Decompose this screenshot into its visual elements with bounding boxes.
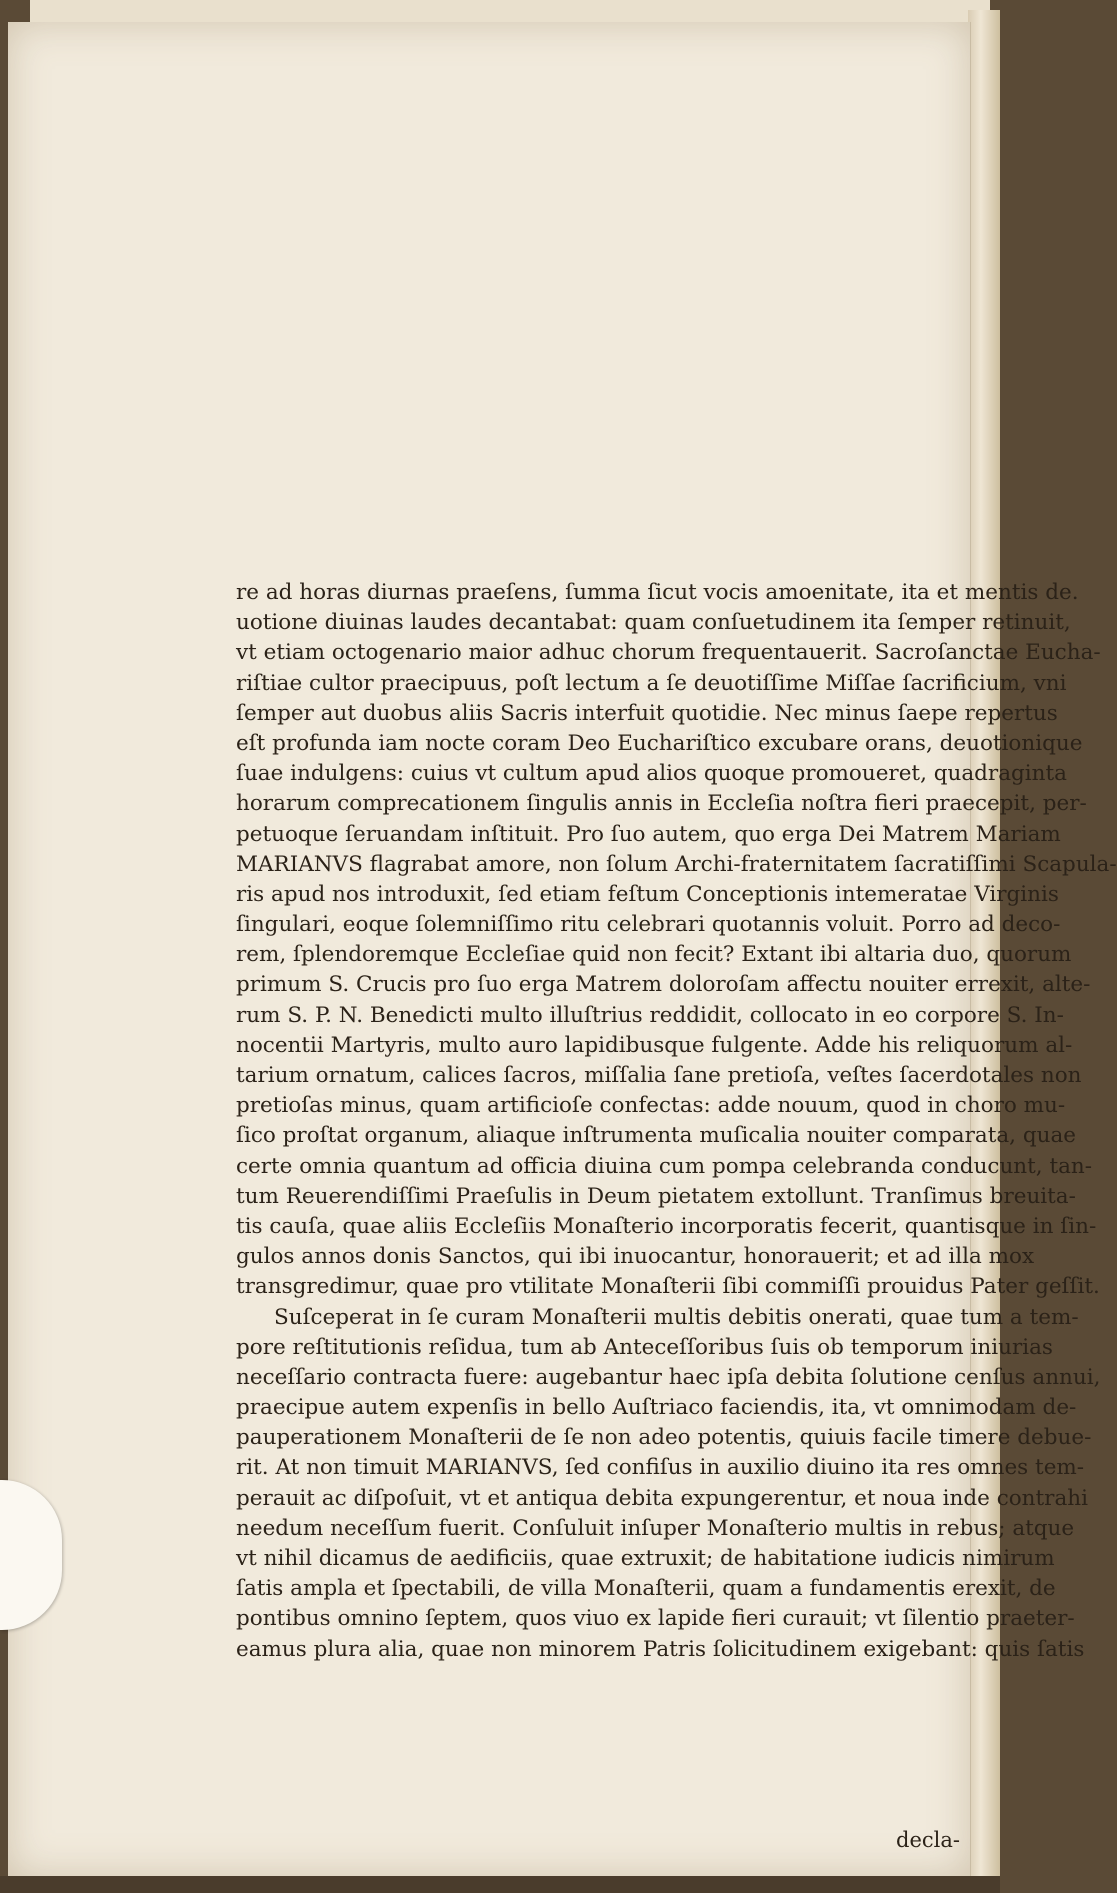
text-line: pore reſtitutionis reſidua, tum ab Anteceſſoribus ſuis ob temporum iniurias — [236, 1334, 1053, 1360]
text-line: uotione diuinas laudes decantabat: quam conſuetudinem ita ſemper retinuit, — [236, 610, 1071, 636]
text-line: ſuae indulgens: cuius vt cultum apud alios quoque promoueret, quadraginta — [236, 761, 1067, 787]
text-line: perauit ac diſpoſuit, vt et antiqua debita expungerentur, et noua inde contrahi — [236, 1485, 1088, 1511]
text-line: tarium ornatum, calices ſacros, miſſalia ſane pretioſa, veſtes ſacerdotales non — [236, 1063, 1082, 1088]
text-line: pretioſas minus, quam artificioſe confectas: adde nouum, quod in choro mu- — [236, 1093, 1066, 1119]
text-line: MARIANVS flagrabat amore, non ſolum Archi-fraternitatem ſacratiſſimi Scapula- — [236, 851, 1117, 877]
text-line: riſtiae cultor praecipuus, poſt lectum a ſe deuotiſſime Miſſae ſacrificium, vni — [236, 670, 1067, 696]
text-line: rit. At non timuit MARIANVS, ſed confiſus in auxilio diuino ita res omnes tem- — [236, 1455, 1085, 1481]
text-line: horarum comprecationem ſingulis annis in Eccleſia noſtra fieri praecepit, per- — [236, 791, 1087, 817]
text-line: ris apud nos introduxit, ſed etiam feſtum Conceptionis intemeratae Virginis — [236, 881, 1059, 907]
text-line: eamus plura alia, quae non minorem Patris ſolicitudinem exigebant: quis ſatis — [236, 1636, 1085, 1662]
text-line: rum S. P. N. Benedicti multo illuſtrius reddidit, collocato in eo corpore S. In- — [236, 1002, 1064, 1028]
text-line: re ad horas diurnas praeſens, ſumma ſicut vocis amoenitate, ita et mentis de. — [236, 580, 1079, 605]
text-line: rem, ſplendoremque Eccleſiae quid non fecit? Extant ibi altaria duo, quorum — [236, 942, 1072, 968]
text-line: certe omnia quantum ad officia diuina cum pompa celebranda conducunt, tan- — [236, 1153, 1093, 1179]
text-line: ſatis ampla et ſpectabili, de villa Monaſterii, quam a fundamentis erexit, de — [236, 1576, 1056, 1602]
text-line: transgredimur, quae pro vtilitate Monaſterii ſibi commiſſi prouidus Pater geſſit. — [236, 1274, 1100, 1300]
text-line: ſingulari, eoque ſolemniſſimo ritu celebrari quotannis voluit. Porro ad deco- — [236, 912, 1061, 938]
text-line: pauperationem Monaſterii de ſe non adeo potentis, quiuis facile timere debue- — [236, 1425, 1092, 1451]
text-line: neceſſario contracta fuere: augebantur haec ipſa debita ſolutione cenſus annui, — [236, 1364, 1101, 1390]
text-line: praecipue autem expenſis in bello Auſtriaco faciendis, ita, vt omnimodam de- — [236, 1395, 1077, 1421]
text-line: vt etiam octogenario maior adhuc chorum frequentauerit. Sacroſanctae Eucha- — [236, 640, 1101, 666]
text-line: vt nihil dicamus de aedificiis, quae extruxit; de habitatione iudicis nimirum — [236, 1546, 1055, 1571]
text-line: nocentii Martyris, multo auro lapidibusque fulgente. Adde his reliquorum al- — [236, 1032, 1073, 1058]
text-line: primum S. Crucis pro ſuo erga Matrem doloroſam affectu nouiter errexit, alte- — [236, 972, 1091, 998]
text-line: gulos annos donis Sanctos, qui ibi inuocantur, honorauerit; et ad illa mox — [236, 1244, 1035, 1270]
text-line: Suſceperat in ſe curam Monaſterii multis debitis onerati, quae tum a tem- — [274, 1304, 1079, 1330]
text-line: petuoque ſeruandam inſtituit. Pro ſuo autem, quo erga Dei Matrem Mariam — [236, 821, 1061, 847]
catchword: decla- — [896, 1828, 960, 1852]
text-line: eſt profunda iam nocte coram Deo Euchariſtico excubare orans, deuotionique — [236, 730, 1083, 756]
text-line: pontibus omnino ſeptem, quos viuo ex lapide fieri curauit; vt ſilentio praeter- — [236, 1606, 1075, 1632]
text-line: tum Reuerendiſſimi Praeſulis in Deum pietatem extollunt. Tranſimus breuita- — [236, 1183, 1076, 1209]
text-line: ſemper aut duobus aliis Sacris interfuit quotidie. Nec minus ſaepe repertus — [236, 700, 1058, 726]
scan-bottom-edge — [0, 1876, 1000, 1893]
text-line: tis cauſa, quae aliis Eccleſiis Monaſterio incorporatis fecerit, quantisque in ſin- — [236, 1213, 1097, 1239]
body-text — [236, 578, 1117, 1665]
text-line: ſico proſtat organum, aliaque inſtrumenta muſicalia nouiter comparata, quae — [236, 1123, 1076, 1149]
text-line: needum neceſſum fuerit. Conſuluit inſuper Monaſterio multis in rebus; atque — [236, 1515, 1075, 1541]
